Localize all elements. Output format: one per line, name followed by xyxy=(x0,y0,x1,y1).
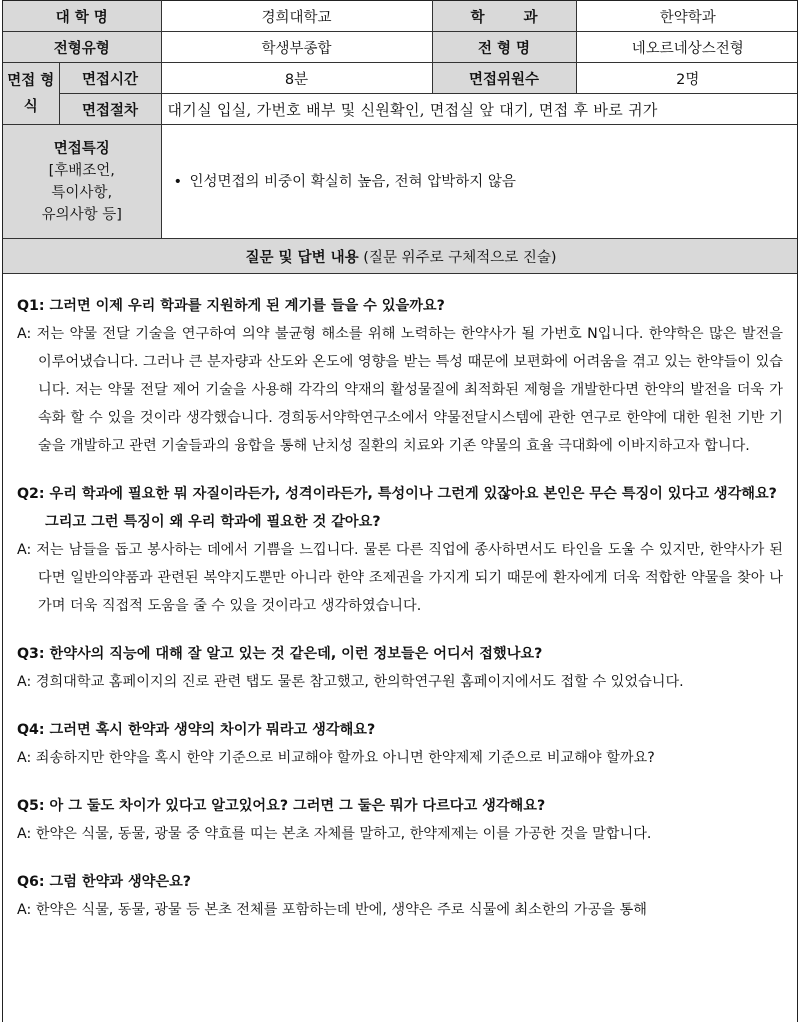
time-value: 8분 xyxy=(161,63,432,94)
university-value: 경희대학교 xyxy=(161,1,432,32)
type-label: 전형유형 xyxy=(3,32,161,63)
features-label xyxy=(3,125,161,239)
qa-section xyxy=(3,274,797,924)
question-5: Q5: 아 그 둘도 차이가 있다고 알고있어요? 그러면 그 둘은 뭐가 다르다고 생각해요? xyxy=(17,798,546,814)
row-time xyxy=(3,63,798,94)
qa-header xyxy=(3,239,798,274)
answer-4: A: 죄송하지만 한약을 혹시 한약 기준으로 비교해야 할까요 아니면 한약제제 기준으로 비교해야 할까요? xyxy=(17,750,655,766)
dept-label: 학 과 xyxy=(432,1,576,32)
track-label: 전 형 명 xyxy=(432,32,576,63)
question-1: Q1: 그러면 이제 우리 학과를 지원하게 된 계기를 들을 수 있을까요? xyxy=(17,298,445,314)
procedure-label: 면접절차 xyxy=(59,94,161,125)
answer-2: A: 저는 남들을 돕고 봉사하는 데에서 기쁨을 느낍니다. 물론 다른 직업에 종사하면서도 타인을 도울 수 있지만, 한약사가 된다면 일반의약품과 관련된 복약지도뿐만 아니라 한약 조제권을 가지게 되기 때문에 환자에게 더욱 적합한 약물을 찾아 나가며 더욱 직접적 도움을 줄 수 있을 것이라고 생각하였습니다. xyxy=(17,542,783,614)
question-2: Q2: 우리 학과에 필요한 뭐 자질이라든가, 성격이라든가, 특성이나 그런게 있잖아요 본인은 무슨 특징이 있다고 생각해요? 그리고 그런 특징이 왜 우리 학과에 필요한 것 같아요? xyxy=(17,486,777,530)
features-label-title: 면접특징 xyxy=(53,140,110,157)
interviewers-value: 2명 xyxy=(576,63,798,94)
procedure-value: 대기실 입실, 가번호 배부 및 신원확인, 면접실 앞 대기, 면접 후 바로 귀가 xyxy=(161,94,798,125)
features-label-line2: [후배조언, xyxy=(48,162,115,179)
format-label: 면접 형식 xyxy=(3,63,59,125)
features-value-cell xyxy=(161,125,798,239)
qa-header-note: (질문 위주로 구체적으로 진술) xyxy=(363,249,557,266)
row-university xyxy=(3,1,798,32)
answer-1: A: 저는 약물 전달 기술을 연구하여 의약 불균형 해소를 위해 노력하는 한약사가 될 가번호 N입니다. 한약학은 많은 발전을 이루어냈습니다. 그러나 큰 분자량과 산도와 온도에 영향을 받는 특성 때문에 보편화에 어려움을 겪고 있는 한약들이 있습니다. 저는 약물 전달 제어 기술을 사용해 각각의 약재의 활성물질에 최적화된 제형을 개발한다면 한약의 발전을 더욱 가속화 할 수 있을 것이라 생각했습니다. 경희동서약학연구소에서 약물전달시스템에 관한 연구로 한약에 대한 원천 기반 기술을 개발하고 관련 기술들과의 융합을 통해 난치성 질환의 치료와 기존 약물의 효율 극대화에 이바지하고자 합니다. xyxy=(17,326,783,454)
university-label: 대 학 명 xyxy=(3,1,161,32)
row-type xyxy=(3,32,798,63)
answer-3: A: 경희대학교 홈페이지의 진로 관련 탭도 물론 참고했고, 한의학연구원 홈페이지에서도 접할 수 있었습니다. xyxy=(17,674,684,690)
dept-value: 한약학과 xyxy=(576,1,798,32)
interviewers-label: 면접위원수 xyxy=(432,63,576,94)
features-label-line4: 유의사항 등] xyxy=(41,206,122,223)
features-label-line3: 특이사항, xyxy=(51,184,113,201)
type-value: 학생부종합 xyxy=(161,32,432,63)
answer-6: A: 한약은 식물, 동물, 광물 등 본초 전체를 포함하는데 반에, 생약은 주로 식물에 최소한의 가공을 통해 xyxy=(17,902,647,918)
qa-header-title: 질문 및 답변 내용 xyxy=(245,249,359,266)
track-value: 네오르네상스전형 xyxy=(576,32,798,63)
interview-report-page xyxy=(2,0,798,1022)
row-procedure xyxy=(3,94,798,125)
answer-5: A: 한약은 식물, 동물, 광물 중 약효를 띠는 본초 자체를 말하고, 한약제제는 이를 가공한 것을 말합니다. xyxy=(17,826,652,842)
bullet-icon: • xyxy=(173,173,183,190)
question-3: Q3: 한약사의 직능에 대해 잘 알고 있는 것 같은데, 이런 정보들은 어디서 접했나요? xyxy=(17,646,543,662)
row-features xyxy=(3,125,798,239)
question-6: Q6: 그럼 한약과 생약은요? xyxy=(17,874,192,890)
question-4: Q4: 그러면 혹시 한약과 생약의 차이가 뭐라고 생각해요? xyxy=(17,722,376,738)
info-table xyxy=(3,0,798,274)
time-label: 면접시간 xyxy=(59,63,161,94)
features-value: 인성면접의 비중이 확실히 높음, 전혀 압박하지 않음 xyxy=(189,173,516,190)
row-qa-header xyxy=(3,239,798,274)
